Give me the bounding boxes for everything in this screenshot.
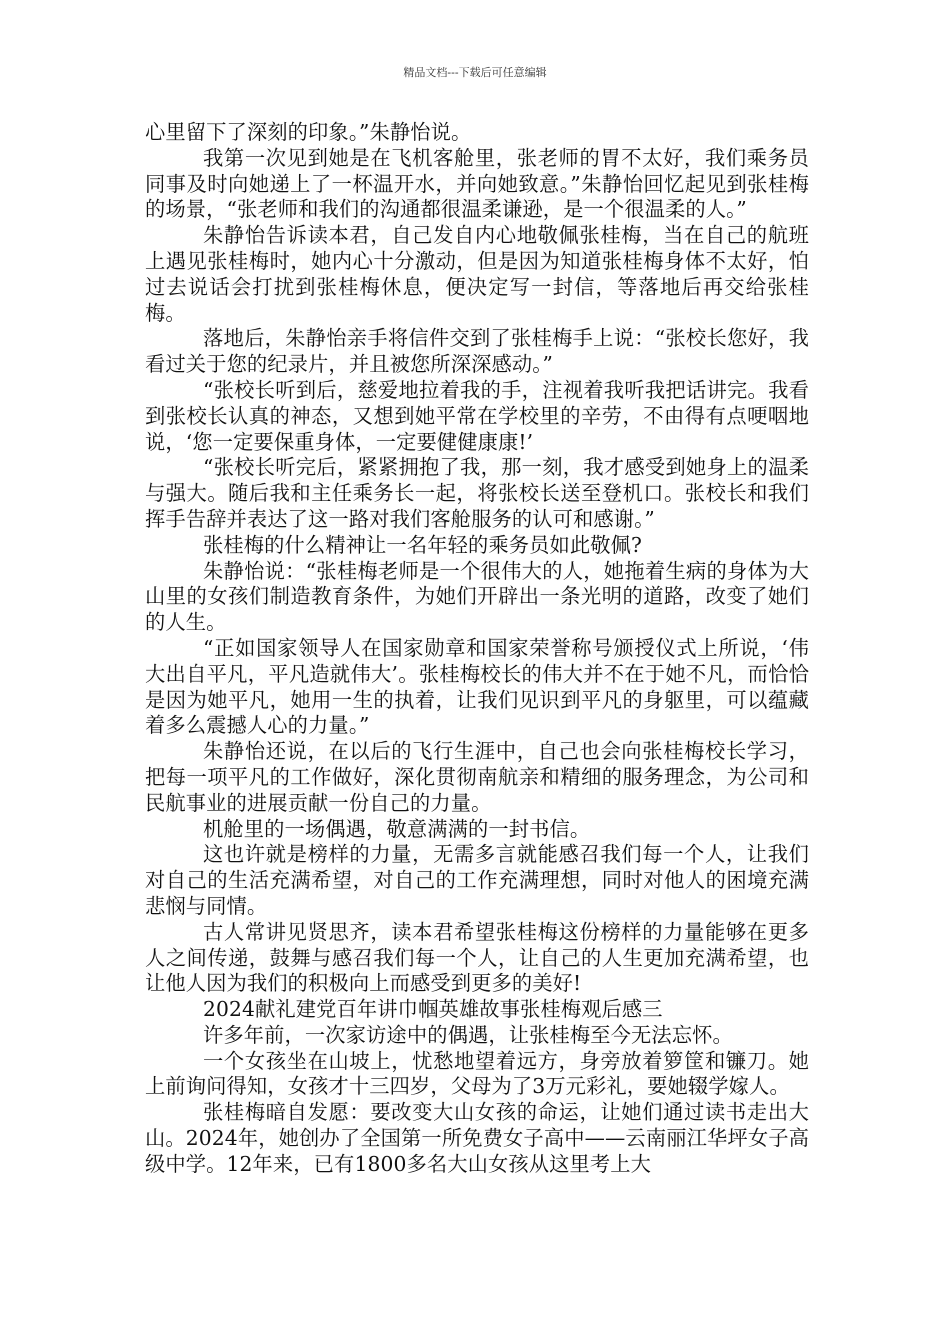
paragraph: 我第一次见到她是在飞机客舱里，张老师的胃不太好，我们乘务员同事及时向她递上了一杯温开水，并向她致意。”朱静怡回忆起见到张桂梅的场景，“张老师和我们的沟通都很温柔谦逊，是一个很温柔的人。” [145, 145, 809, 222]
paragraph: 张桂梅暗自发愿：要改变大山女孩的命运，让她们通过读书走出大山。2024年，她创办了全国第一所免费女子高中——云南丽江华坪女子高级中学。12年来，已有1800多名大山女孩从这里考上大 [145, 1100, 809, 1176]
paragraph: “正如国家领导人在国家勋章和国家荣誉称号颁授仪式上所说，‘伟大出自平凡，平凡造就伟大’。张桂梅校长的伟大并不在于她不凡，而恰恰是因为她平凡，她用一生的执着，让我们见识到平凡的身躯里，可以蕴藏着多么震撼人心的力量。” [145, 635, 809, 738]
paragraph: 机舱里的一场偶遇，敬意满满的一封书信。 [203, 816, 591, 841]
paragraph: 落地后，朱静怡亲手将信件交到了张桂梅手上说：“张校长您好，我看过关于您的纪录片，并且被您所深深感动。” [145, 326, 809, 377]
paragraph: 朱静怡还说，在以后的飞行生涯中，自己也会向张桂梅校长学习，把每一项平凡的工作做好，深化贯彻南航亲和精细的服务理念，为公司和民航事业的进展贡献一份自己的力量。 [145, 739, 809, 815]
paragraph: 古人常讲见贤思齐，读本君希望张桂梅这份榜样的力量能够在更多人之间传递，鼓舞与感召我们每一个人，让自己的人生更加充满希望，也让他人因为我们的积极向上而感受到更多的美好! [145, 919, 809, 996]
paragraph: 张桂梅的什么精神让一名年轻的乘务员如此敬佩? [203, 532, 642, 557]
page-header: 精品文档---下载后可任意编辑 [403, 66, 547, 79]
paragraph: 这也许就是榜样的力量，无需多言就能感召我们每一个人，让我们对自己的生活充满希望，对自己的工作充满理想，同时对他人的困境充满悲悯与同情。 [145, 842, 809, 918]
paragraph: 一个女孩坐在山坡上，忧愁地望着远方，身旁放着箩筐和镰刀。她上前询问得知，女孩才十三四岁，父母为了3万元彩礼，要她辍学嫁人。 [145, 1048, 809, 1099]
paragraph: 许多年前，一次家访途中的偶遇，让张桂梅至今无法忘怀。 [203, 1022, 733, 1047]
paragraph: “张校长听到后，慈爱地拉着我的手，注视着我听我把话讲完。我看到张校长认真的神态，又想到她平常在学校里的辛劳，不由得有点哽咽地说，‘您一定要保重身体，一定要健健康康!’ [145, 377, 809, 454]
paragraph: 朱静怡告诉读本君，自己发自内心地敬佩张桂梅，当在自己的航班上遇见张桂梅时，她内心十分激动，但是因为知道张桂梅身体不太好，怕过去说话会打扰到张桂梅休息，便决定写一封信，等落地后再交给张桂梅。 [145, 223, 809, 325]
paragraph: 朱静怡说：“张桂梅老师是一个很伟大的人，她拖着生病的身体为大山里的女孩们制造教育条件，为她们开辟出一条光明的道路，改变了她们的人生。 [145, 558, 809, 635]
paragraph: “张校长听完后，紧紧拥抱了我，那一刻，我才感受到她身上的温柔与强大。随后我和主任乘务长一起，将张校长送至登机口。张校长和我们挥手告辞并表达了这一路对我们客舱服务的认可和感谢。” [145, 455, 809, 531]
section-title: 2024献礼建党百年讲巾帼英雄故事张桂梅观后感三 [203, 997, 663, 1022]
paragraph: 心里留下了深刻的印象。”朱静怡说。 [145, 120, 472, 144]
document-body [145, 120, 809, 1178]
